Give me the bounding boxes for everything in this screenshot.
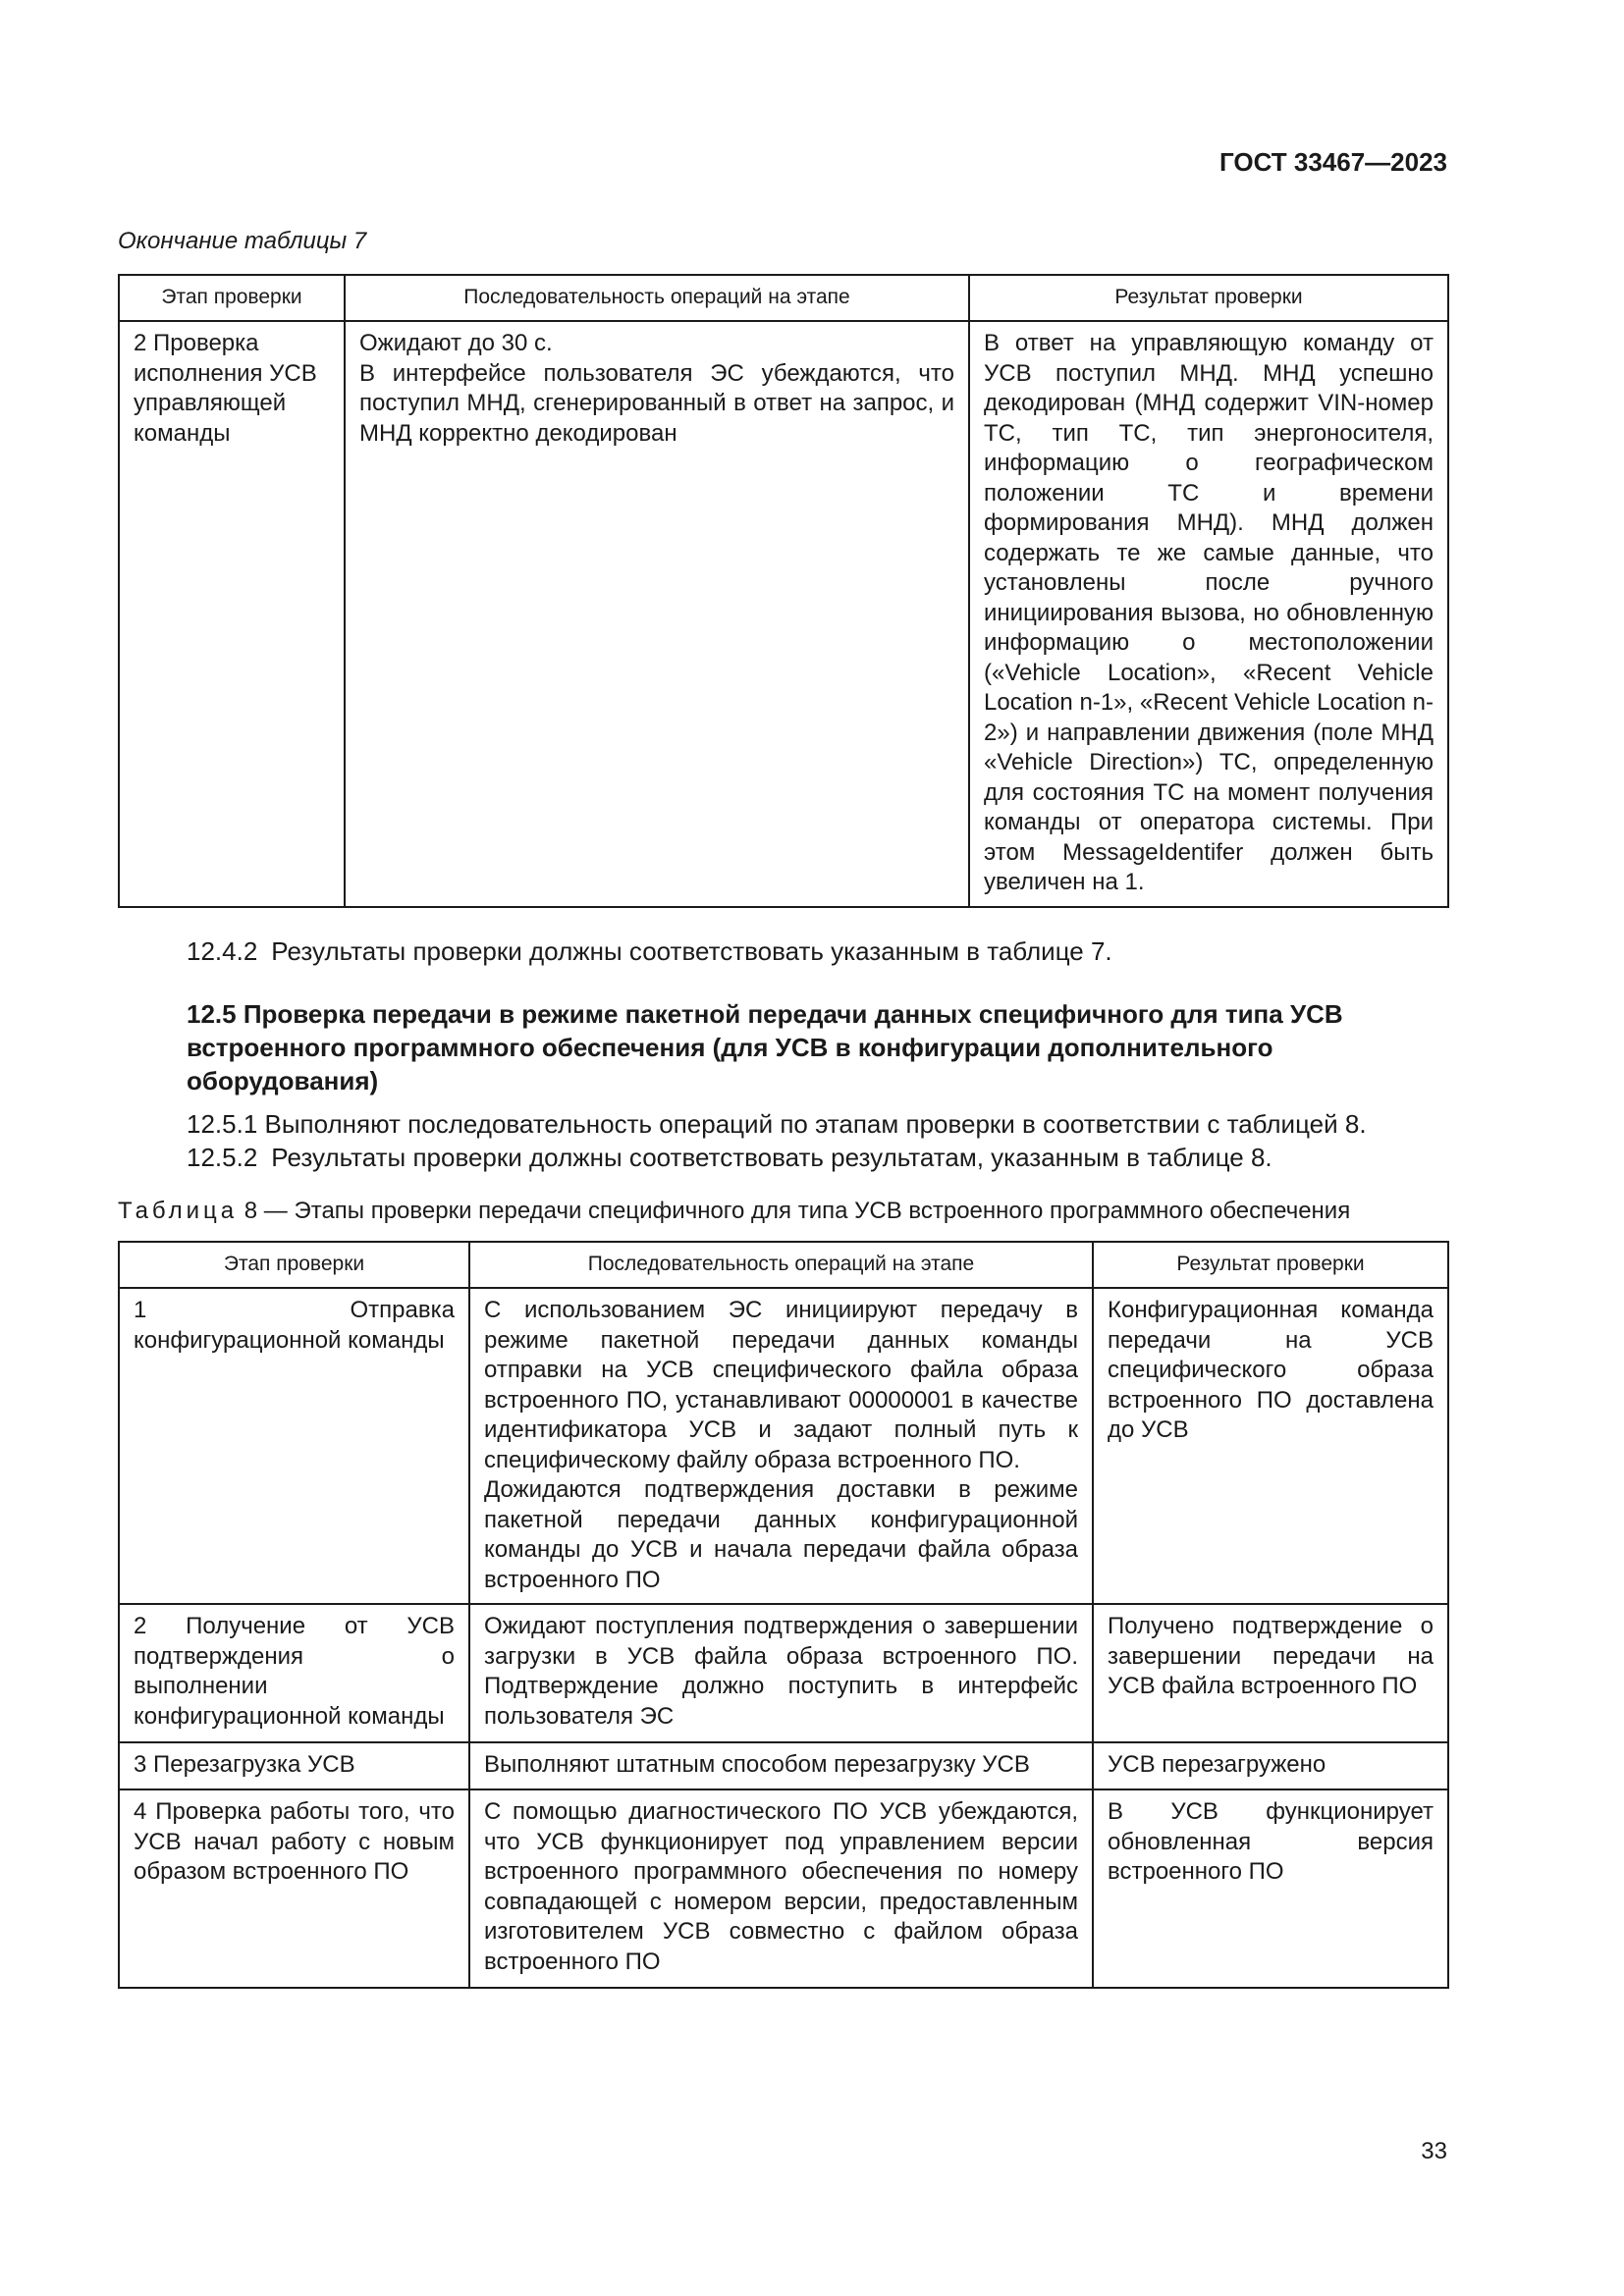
section-heading-12-5: 12.5 Проверка передачи в режиме пакетной передачи данных специфичного для типа УСВ встроенного программного обеспечения (для УСВ в конфигурации дополнительного оборудования): [187, 999, 1343, 1095]
operations-paragraph: С использованием ЭС инициируют передачу в режиме пакетной передачи данных команды отправки на УСВ специфического файла образа встроенного ПО, устанавливают 00000001 в качестве идентификатора УСВ и задают полный путь к специфическому файлу образа встроенного ПО.: [484, 1297, 1078, 1473]
table8-caption-label: Таблица: [118, 1198, 239, 1224]
table8-cell-result: Получено подтверждение о завершении передачи на УСВ файла встроенного ПО: [1093, 1604, 1448, 1742]
table-row: [119, 1742, 1448, 1789]
table8-cell-stage: 3 Перезагрузка УСВ: [119, 1742, 469, 1789]
table7-cell-operations: [345, 321, 969, 907]
table7-col-result: Результат проверки: [969, 275, 1448, 321]
paragraph-number: 12.4.2: [187, 936, 258, 966]
table8: [118, 1241, 1449, 1989]
table8-cell-result: УСВ перезагружено: [1093, 1742, 1448, 1789]
table8-cell-operations: [469, 1288, 1093, 1604]
paragraph-12-4-2: [187, 934, 1447, 968]
stage-line: управляющей: [134, 390, 287, 416]
table7-col-operations: Последовательность операций на этапе: [345, 275, 969, 321]
paragraph-12-5-1: 12.5.1 Выполняют последовательность операций по этапам проверки в соответствии с таблицей 8.: [187, 1109, 1367, 1139]
table7-cell-result: [969, 321, 1448, 907]
operations-paragraph: Дожидаются подтверждения доставки в режиме пакетной передачи данных конфигурационной команды до УСВ и начала передачи файла образа встроенного ПО: [484, 1476, 1078, 1593]
result-paragraph: В ответ на управляющую команду от УСВ поступил МНД. МНД успешно декодирован (МНД содержит VIN-номер ТС, тип ТС, тип энергоносителя, информацию о географическом положении ТС и времени формирования МНД). МНД должен содержать те же самые данные, что установлены после ручного инициирования вызова, но обновленную информацию о местоположении («Vehicle Location», «Recent Vehicle Location n-1», «Recent Vehicle Location n-2») и направлении движения (поле МНД «Vehicle Direction») ТС, определенную для состояния ТС на момент получения команды от оператора системы. При этом MessageIdentifer должен быть увеличен на 1.: [984, 330, 1434, 895]
stage-line: команды: [134, 419, 231, 447]
paragraph-12-5-2: [187, 1141, 1447, 1174]
table8-col-result: Результат проверки: [1093, 1242, 1448, 1288]
paragraph-text: Результаты проверки должны соответствовать указанным в таблице 7.: [271, 936, 1112, 966]
table7-header-row: [119, 275, 1448, 321]
table8-cell-result: В УСВ функционирует обновленная версия встроенного ПО: [1093, 1789, 1448, 1988]
paragraph-text: Результаты проверки должны соответствовать результатам, указанным в таблице 8.: [271, 1143, 1272, 1172]
standard-designation: ГОСТ 33467—2023: [1219, 147, 1447, 177]
table8-caption: [118, 1198, 1350, 1225]
table8-cell-operations: Ожидают поступления подтверждения о завершении загрузки в УСВ файла образа встроенного ПО. Подтверждение должно поступить в интерфейс пользователя ЭС: [469, 1604, 1093, 1742]
table8-cell-operations: С помощью диагностического ПО УСВ убеждаются, что УСВ функционирует под управлением версии встроенного программного обеспечения по номеру совпадающей с номером версии, предоставленным изготовителем УСВ совместно с файлом образа встроенного ПО: [469, 1789, 1093, 1988]
table8-cell-result: Конфигурационная команда передачи на УСВ специфического образа встроенного ПО доставлена до УСВ: [1093, 1288, 1448, 1604]
table8-header-row: [119, 1242, 1448, 1288]
table8-col-operations: Последовательность операций на этапе: [469, 1242, 1093, 1288]
table7-cell-stage: [119, 321, 345, 907]
table8-cell-stage: 1 Отправка конфигурационной команды: [119, 1288, 469, 1604]
stage-line: исполнения УСВ: [134, 359, 317, 387]
page-number: 33: [1421, 2138, 1447, 2164]
table8-col-stage: Этап проверки: [119, 1242, 469, 1288]
table-row: [119, 1604, 1448, 1742]
table8-cell-operations: Выполняют штатным способом перезагрузку УСВ: [469, 1742, 1093, 1789]
table-row: [119, 1288, 1448, 1604]
table8-cell-stage: 4 Проверка работы того, что УСВ начал работу с новым образом встроенного ПО: [119, 1789, 469, 1988]
paragraph-number: 12.5.2: [187, 1143, 258, 1172]
operations-paragraph: В интерфейсе пользователя ЭС убеждаются, что поступил МНД, сгенерированный в ответ на запрос, и МНД корректно декодирован: [359, 359, 954, 447]
operations-paragraph: Ожидают до 30 с.: [359, 330, 553, 356]
table7: [118, 274, 1449, 908]
stage-line: 2 Проверка: [134, 330, 259, 356]
table8-caption-text: 8 — Этапы проверки передачи специфичного для типа УСВ встроенного программного обеспечения: [244, 1198, 1351, 1224]
table-row: [119, 321, 1448, 907]
table7-col-stage: Этап проверки: [119, 275, 345, 321]
table7-caption: Окончание таблицы 7: [118, 228, 367, 254]
table-row: [119, 1789, 1448, 1988]
table8-cell-stage: 2 Получение от УСВ подтверждения о выполнении конфигурационной команды: [119, 1604, 469, 1742]
